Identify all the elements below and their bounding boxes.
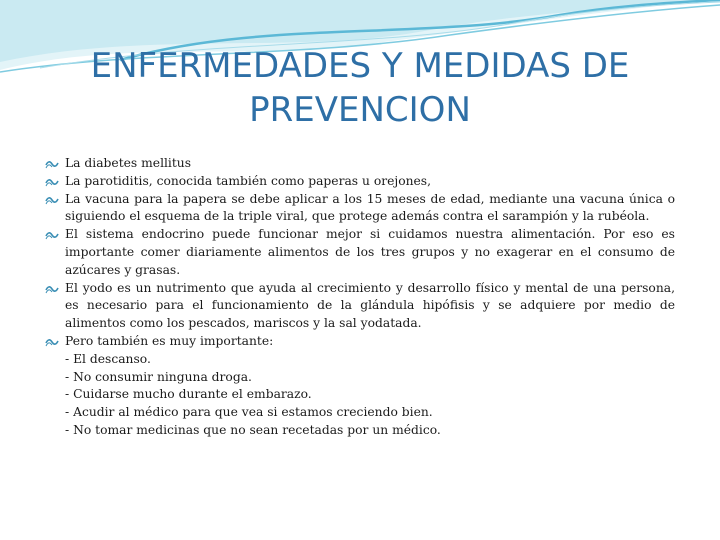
bullet-list	[45, 155, 675, 440]
list-item	[45, 155, 675, 173]
wave-bullet-icon	[45, 284, 59, 294]
wave-bullet-icon	[45, 177, 59, 187]
wave-bullet-icon	[45, 230, 59, 240]
slide-title: ENFERMEDADES Y MEDIDAS DE PREVENCION	[90, 46, 630, 130]
list-item	[45, 333, 675, 440]
sub-item-text: - No tomar medicinas que no sean recetadas por un médico.	[65, 422, 441, 437]
bullet-text: La parotiditis, conocida también como paperas u orejones,	[65, 173, 432, 188]
sub-item-text: - Cuidarse mucho durante el embarazo.	[65, 387, 312, 402]
bullet-text: Pero también es muy importante:	[65, 333, 274, 348]
bullet-text: El yodo es un nutrimento que ayuda al crecimiento y desarrollo físico y mental de una persona, es necesario para el funcionamiento de la glándula hipófisis y se adquiere por medio de alimentos como los pescados, mariscos y la sal yodatada.	[65, 280, 675, 331]
list-item	[45, 191, 675, 227]
sub-item-text: - El descanso.	[65, 351, 151, 366]
wave-bullet-icon	[45, 195, 59, 205]
wave-bullet-icon	[45, 337, 59, 347]
bullet-text: El sistema endocrino puede funcionar mejor si cuidamos nuestra alimentación. Por eso es importante comer diariamente alimentos de los tres grupos y no exagerar en el consumo de azúcares y grasas.	[65, 227, 675, 277]
wave-bullet-icon	[45, 159, 59, 169]
list-item	[45, 226, 675, 279]
bullet-text: La vacuna para la papera se debe aplicar a los 15 meses de edad, mediante una vacuna única o siguiendo el esquema de la triple viral, que protege además contra el sarampión y la rubéola.	[65, 191, 675, 224]
list-item	[45, 280, 675, 333]
list-item	[45, 173, 675, 191]
sub-item-text: - Acudir al médico para que vea si estamos creciendo bien.	[65, 405, 433, 420]
bullet-text: La diabetes mellitus	[65, 156, 192, 170]
sub-item-text: - No consumir ninguna droga.	[65, 369, 252, 384]
